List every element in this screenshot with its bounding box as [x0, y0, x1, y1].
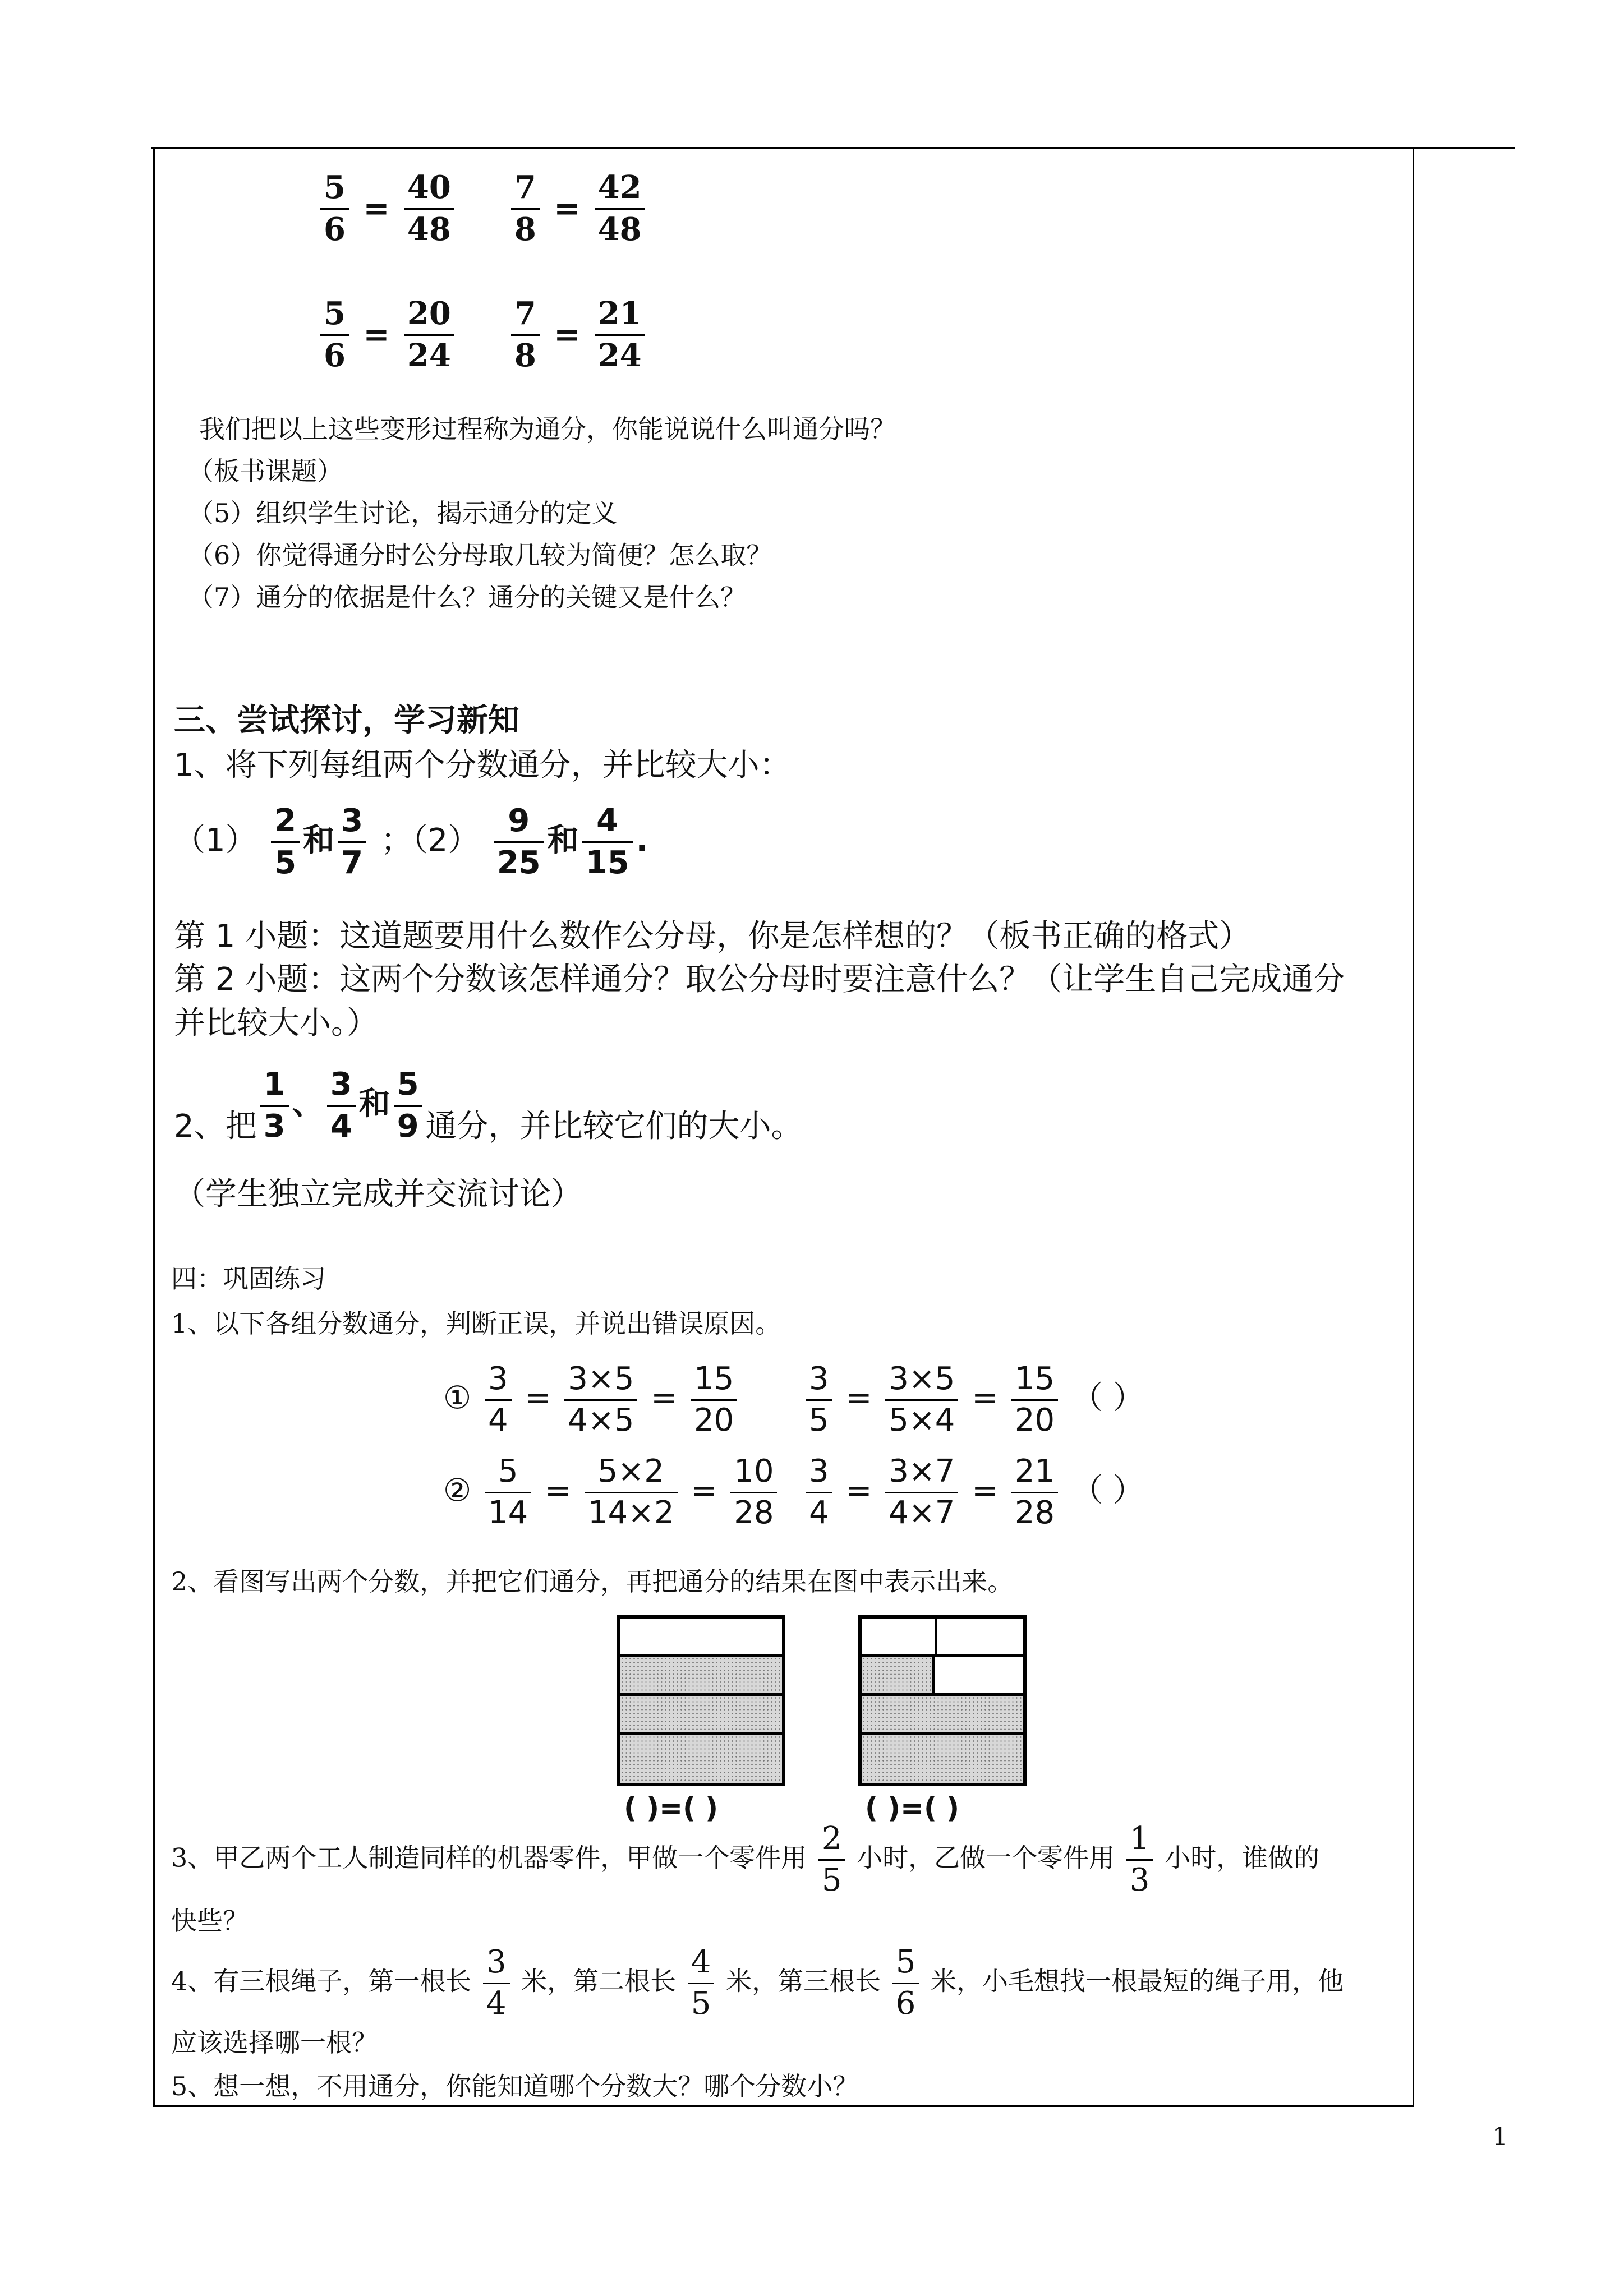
- question-line: 2、看图写出两个分数，并把它们通分，再把通分的结果在图中表示出来。: [171, 1566, 1014, 1597]
- fraction: $\frac{15}{20}$: [1011, 1363, 1058, 1437]
- equals-sign: =: [363, 190, 390, 227]
- note-line: 第 1 小题：这道题要用什么数作公分母，你是怎样想的？（板书正确的格式）: [174, 918, 1251, 955]
- fraction: $\frac{3}{4}$: [483, 1946, 510, 2021]
- paragraph-line: 我们把以上这些变形过程称为通分，你能说说什么叫通分吗？: [199, 414, 896, 444]
- answer-parentheses[interactable]: （ ）: [1071, 1472, 1144, 1509]
- question-fractions: （1） $\frac{2}{5}$ 和 $\frac{3}{7}$ ；（2） $\frac{9}{25}$ 和 $\frac{4}{15}$ .: [174, 803, 648, 881]
- fraction: $\frac{5}{6}$: [320, 171, 349, 246]
- question-line: 应该选择哪一根？: [171, 2027, 378, 2058]
- fraction: $\frac{15}{20}$: [691, 1363, 737, 1437]
- fraction: $\frac{3}{4}$: [327, 1068, 356, 1144]
- fraction: $\frac{9}{25}$: [494, 805, 544, 880]
- fraction: $\frac{7}{8}$: [511, 171, 540, 246]
- fraction-row-2: [317, 297, 648, 372]
- answer-parentheses[interactable]: （ ）: [1071, 1380, 1144, 1417]
- judge-row-1-left: ① $\frac{3}{4}$ = $\frac{3\times 5}{4\times 5}$ = $\frac{15}{20}$: [443, 1363, 740, 1437]
- question-line: 4、有三根绳子，第一根长 $\frac{3}{4}$ 米，第二根长 $\frac{4}{5}$ 米，第三根长 $\frac{5}{6}$ 米，小毛想找一根最短的绳子用，他: [171, 1944, 1344, 2022]
- shaded-band: [620, 1732, 782, 1783]
- judge-row-1-right: $\frac{3}{5}$ = $\frac{3\times 5}{5\times 4}$ = $\frac{15}{20}$ （ ）: [802, 1363, 1144, 1437]
- fraction: $\frac{3}{4}$: [806, 1455, 832, 1530]
- section-heading: 四：巩固练习: [171, 1264, 326, 1294]
- paragraph-line: （板书课题）: [188, 456, 343, 486]
- paragraph-line: （7）通分的依据是什么？通分的关键又是什么？: [188, 582, 747, 612]
- fraction: $\frac{3}{7}$: [338, 805, 366, 880]
- fraction: $\frac{40}{48}$: [404, 171, 454, 246]
- fraction: $\frac{3\times 7}{4\times 7}$: [885, 1455, 958, 1530]
- fraction: $\frac{5}{6}$: [320, 297, 349, 372]
- page-number: 1: [1492, 2123, 1508, 2151]
- shaded-band: [620, 1693, 782, 1732]
- shaded-band: [620, 1654, 782, 1693]
- equals-sign: =: [554, 316, 581, 353]
- fraction: $\frac{3\times 5}{5\times 4}$: [885, 1363, 958, 1437]
- fraction: $\frac{3}{4}$: [485, 1363, 512, 1437]
- fraction: $\frac{21}{24}$: [595, 297, 645, 372]
- fraction: $\frac{2}{5}$: [271, 805, 300, 880]
- note-line: 第 2 小题：这两个分数该怎样通分？取公分母时要注意什么？（让学生自己完成通分: [174, 961, 1345, 998]
- question-line: 1、以下各组分数通分，判断正误，并说出错误原因。: [171, 1308, 781, 1339]
- note-line: （学生独立完成并交流讨论）: [174, 1176, 582, 1212]
- shaded-band: [862, 1654, 935, 1693]
- shaded-band: [862, 1732, 1023, 1783]
- question-line: 3、甲乙两个工人制造同样的机器零件，甲做一个零件用 $\frac{2}{5}$ 小时，乙做一个零件用 $\frac{1}{3}$ 小时，谁做的: [171, 1820, 1320, 1898]
- question-line: 2、把 $\frac{1}{3}$ 、 $\frac{3}{4}$ 和 $\frac{5}{9}$ 通分，并比较它们的大小。: [174, 1066, 803, 1145]
- fraction: $\frac{21}{28}$: [1011, 1455, 1058, 1530]
- paragraph-line: （5）组织学生讨论，揭示通分的定义: [188, 498, 618, 528]
- judge-row-2-left: ② $\frac{5}{14}$ = $\frac{5\times 2}{14\times 2}$ = $\frac{10}{28}$: [443, 1455, 780, 1530]
- figure-caption: ( )=( ): [865, 1792, 960, 1824]
- fraction: $\frac{20}{24}$: [404, 297, 454, 372]
- divider: [935, 1619, 937, 1654]
- judge-row-2-right: $\frac{3}{4}$ = $\frac{3\times 7}{4\times 7}$ = $\frac{21}{28}$ （ ）: [802, 1455, 1144, 1530]
- fraction-row-1: [317, 171, 648, 246]
- note-line: 并比较大小。）: [174, 1005, 378, 1041]
- fraction: $\frac{3\times 5}{4\times 5}$: [564, 1363, 637, 1437]
- fraction: $\frac{3}{5}$: [806, 1363, 832, 1437]
- fraction: $\frac{5}{6}$: [892, 1946, 919, 2021]
- fraction-figure-1: [617, 1615, 785, 1786]
- unshaded-cell: [935, 1654, 1023, 1693]
- question-line: 5、想一想，不用通分，你能知道哪个分数大？哪个分数小？: [171, 2071, 859, 2101]
- fraction: $\frac{5}{9}$: [394, 1068, 422, 1144]
- figure-caption: ( )=( ): [624, 1792, 719, 1824]
- fraction: $\frac{4}{5}$: [688, 1946, 715, 2021]
- fraction: $\frac{10}{28}$: [730, 1455, 777, 1530]
- fraction: $\frac{1}{3}$: [1126, 1823, 1153, 1897]
- question-line: 1、将下列每组两个分数通分，并比较大小：: [174, 747, 791, 783]
- fraction: $\frac{7}{8}$: [511, 297, 540, 372]
- question-line: 快些？: [171, 1906, 249, 1936]
- fraction: $\frac{4}{15}$: [582, 805, 633, 880]
- fraction: $\frac{5\times 2}{14\times 2}$: [585, 1455, 678, 1530]
- fraction: $\frac{1}{3}$: [260, 1068, 289, 1144]
- fraction-figure-2: [858, 1615, 1027, 1786]
- paragraph-line: （6）你觉得通分时公分母取几较为简便？怎么取？: [188, 540, 772, 570]
- section-heading: 三、尝试探讨，学习新知: [174, 702, 519, 739]
- equals-sign: =: [554, 190, 581, 227]
- fraction: $\frac{5}{14}$: [485, 1455, 531, 1530]
- equals-sign: =: [363, 316, 390, 353]
- shaded-band: [862, 1693, 1023, 1732]
- fraction: $\frac{2}{5}$: [818, 1823, 845, 1897]
- fraction: $\frac{42}{48}$: [595, 171, 645, 246]
